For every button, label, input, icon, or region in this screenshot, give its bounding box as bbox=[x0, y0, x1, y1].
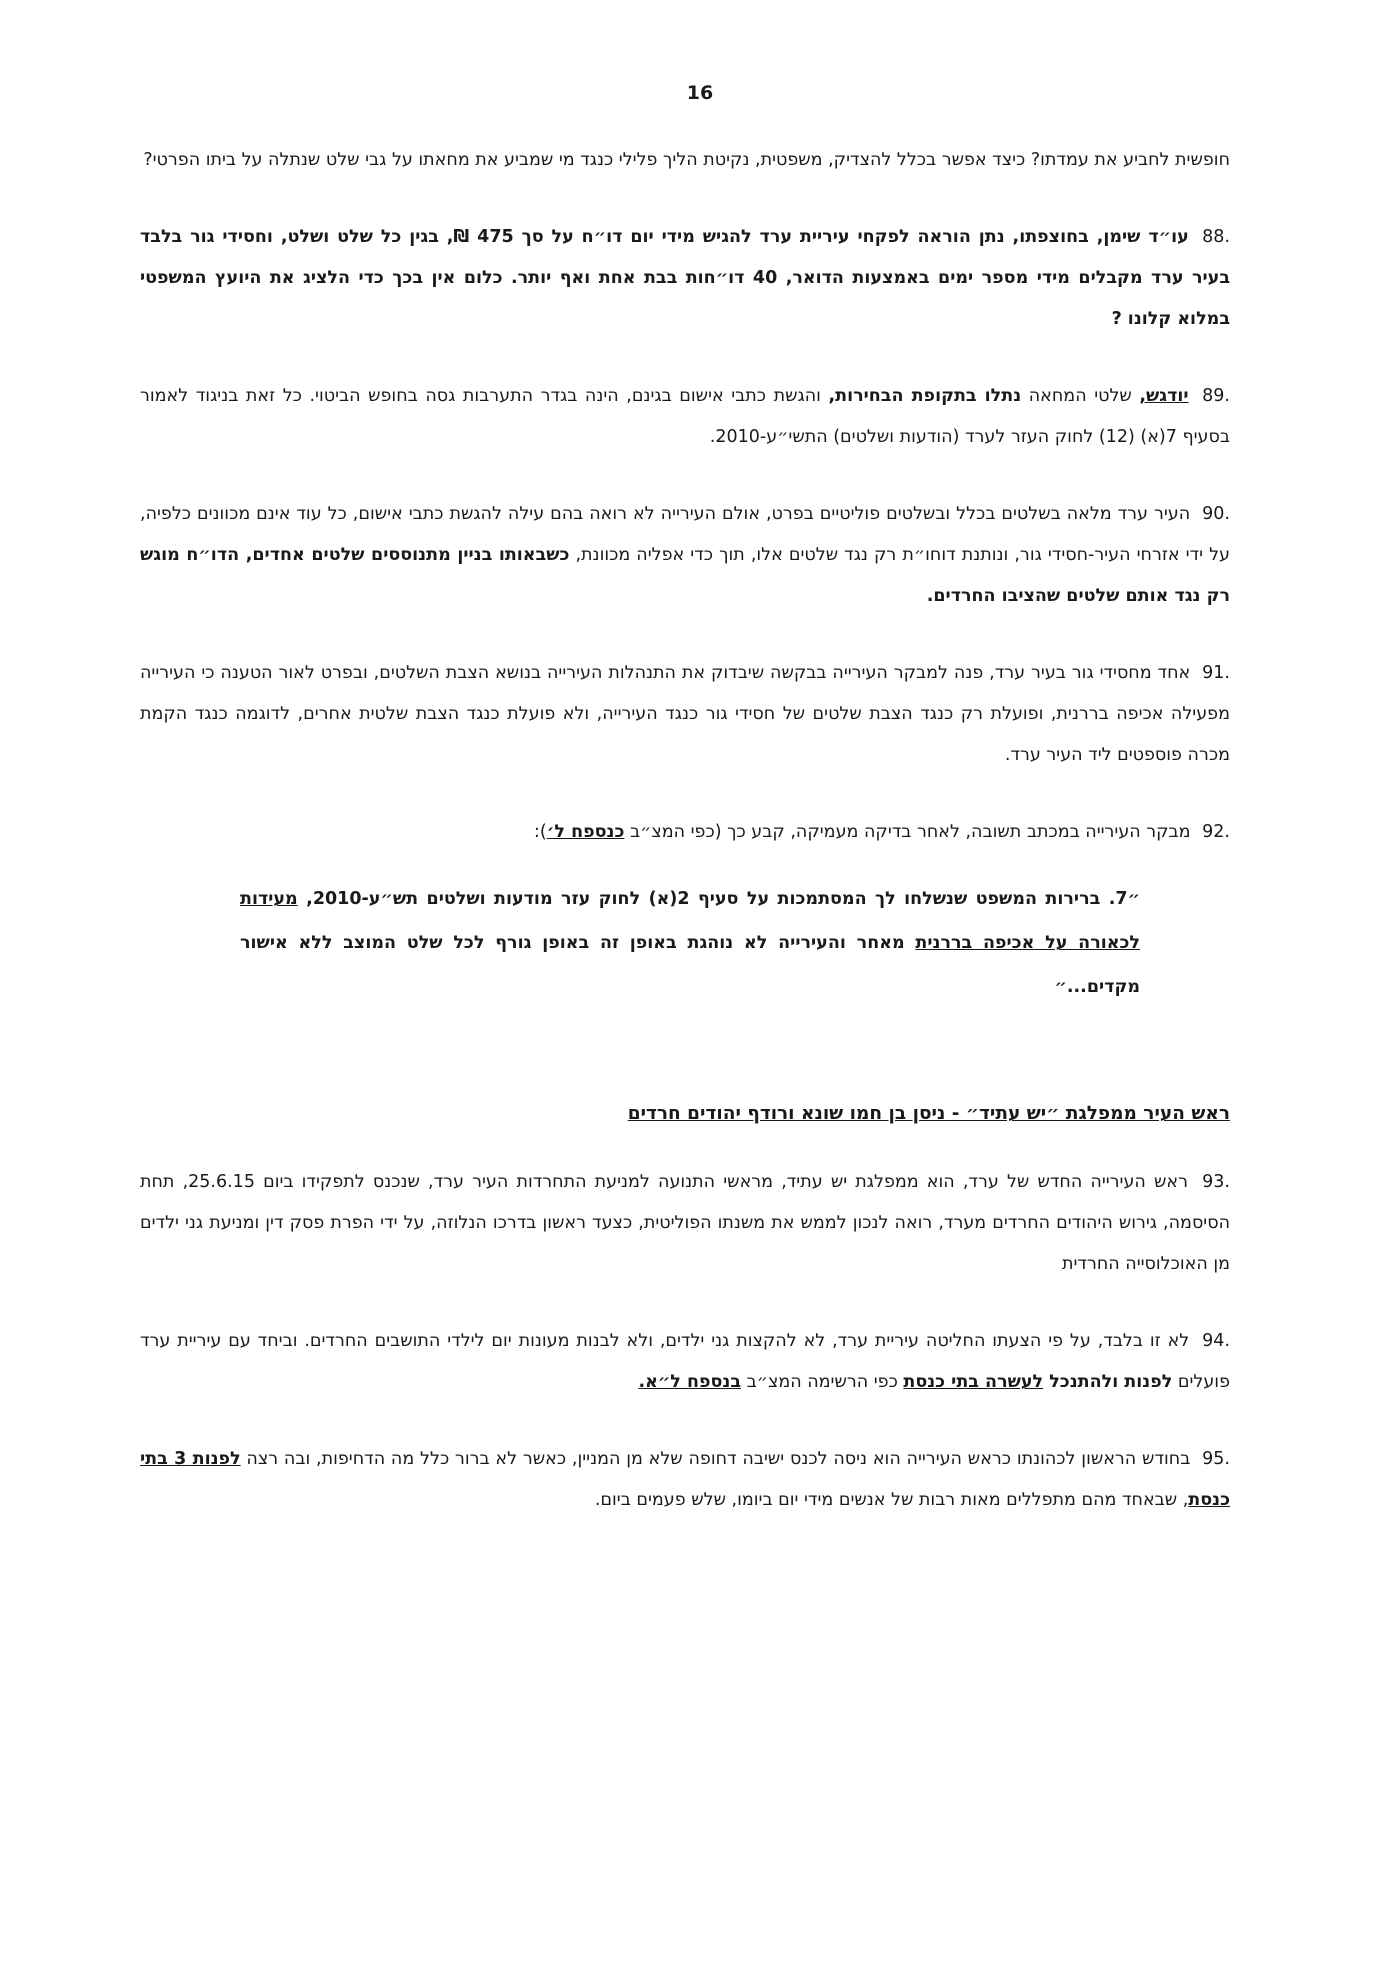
paragraph-text: ): bbox=[533, 822, 547, 842]
paragraph-number: .92 bbox=[1202, 822, 1230, 842]
paragraph-text: כפי הרשימה המצ״ב bbox=[741, 1372, 904, 1392]
paragraph-89 bbox=[140, 376, 1230, 458]
block-quote bbox=[240, 877, 1140, 1009]
paragraph-number: .88 bbox=[1202, 227, 1230, 247]
paragraph-text: לא זו בלבד, על פי הצעתו החליטה עיריית ערד, לא להקצות גני ילדים, ולא לבנות מעונות יום לילדי התושבים החרדים. וביחד עם עיריית ערד פועלים bbox=[140, 1331, 1230, 1392]
paragraph-91 bbox=[140, 653, 1230, 776]
emphasis-text: כשבאותו בניין מתנוססים שלטים אחדים, הדו״ח מוגש רק נגד אותם שלטים שהציבו החרדים. bbox=[140, 545, 1230, 606]
paragraph-88 bbox=[140, 217, 1230, 340]
paragraph-90 bbox=[140, 494, 1230, 617]
paragraph-text: שלטי המחאה bbox=[1021, 386, 1140, 406]
paragraph-text: ראש העירייה החדש של ערד, הוא ממפלגת יש עתיד, מראשי התנועה למניעת התחרדות העיר ערד, שנכנס לתפקידו ביום 25.6.15, תחת הסיסמה, גירוש היהודים החרדים מערד, רואה לנכון לממש את משנתו הפוליטית, כצעד ראשון בדרכו הנלוזה, על ידי הפרת פסק דין ומניעת גני ילדים מן האוכלוסייה החרדית bbox=[140, 1172, 1230, 1274]
quote-text: מאחר והעירייה לא נוהגת באופן זה באופן גורף לכל שלט המוצב ללא אישור מקדים...״ bbox=[240, 933, 1140, 997]
paragraph-text: מבקר העירייה במכתב תשובה, לאחר בדיקה מעמיקה, קבע כך (כפי המצ״ב bbox=[624, 822, 1191, 842]
paragraph-93 bbox=[140, 1162, 1230, 1285]
paragraph-number: .94 bbox=[1202, 1331, 1230, 1351]
paragraph-text: עו״ד שימן, בחוצפתו, נתן הוראה לפקחי עיריית ערד להגיש מידי יום דו״ח על סך 475 ₪, בגין כל שלט ושלט, וחסידי גור בלבד בעיר ערד מקבלים מידי מספר ימים באמצעות הדואר, 40 דו״חות בבת אחת ואף יותר. כלום אין בכך כדי הלציג את היועץ המשפטי במלוא קלונו ? bbox=[140, 227, 1230, 329]
emphasis-text: לעשרה בתי כנסת bbox=[903, 1372, 1044, 1392]
emphasis-text: לפנות ולהתנכל bbox=[1043, 1372, 1173, 1392]
paragraph-text: בחודש הראשון לכהונתו כראש העירייה הוא ניסה לכנס ישיבה דחופה שלא מן המניין, כאשר לא ברור כלל מה הדחיפות, ובה רצה bbox=[240, 1449, 1191, 1469]
intro-paragraph bbox=[140, 140, 1230, 181]
emphasis-text: יודגש, bbox=[1139, 386, 1189, 406]
paragraph-number: .95 bbox=[1202, 1449, 1230, 1469]
paragraph-number: .91 bbox=[1202, 663, 1230, 683]
section-heading: ראש העיר ממפלגת ״יש עתיד״ - ניסן בן חמו שונא ורודף יהודים חרדים bbox=[627, 1103, 1230, 1124]
page-number: 16 bbox=[686, 82, 714, 104]
paragraph-text: , שבאחד מהם מתפללים מאות רבות של אנשים מידי יום ביומו, שלש פעמים ביום. bbox=[594, 1490, 1189, 1510]
paragraph-number: .93 bbox=[1202, 1172, 1230, 1192]
paragraph-95 bbox=[140, 1439, 1230, 1521]
paragraph-text: אחד מחסידי גור בעיר ערד, פנה למבקר העירייה בבקשה שיבדוק את התנהלות העירייה בנושא הצבת השלטים, ובפרט לאור הטענה כי העירייה מפעילה אכיפה בררנית, ופועלת רק כנגד הצבת שלטים של חסידי גור כנגד העירייה, ולא פועלת כנגד הצבת שלטית אחרים, לדוגמה כנגד הקמת מכרה פוספטים ליד העיר ערד. bbox=[140, 663, 1230, 765]
emphasis-text: לפנות 3 בתי כנסת bbox=[140, 1449, 1230, 1510]
paragraph-text: העיר ערד מלאה בשלטים בכלל ובשלטים פוליטיים בפרט, אולם העירייה לא רואה בהם עילה להגשת כתבי אישום, כל עוד אינם מכוונים כלפיה, על ידי אזרחי העיר-חסידי גור, ונותנת דוחו״ת רק נגד שלטים אלו, תוך כדי אפליה מכוונת, bbox=[140, 504, 1231, 565]
paragraph-number: .90 bbox=[1202, 504, 1230, 524]
quote-emphasis: מעידות לכאורה על אכיפה בררנית bbox=[240, 889, 1140, 953]
emphasis-text: נתלו בתקופת הבחירות, bbox=[828, 386, 1022, 406]
paragraph-text: והגשת כתבי אישום בגינם, הינה בגדר התערבות גסה בחופש הביטוי. כל זאת בניגוד לאמור בסעיף 7(א) (12) לחוק העזר לערד (הודעות ושלטים) התשי״ע-2010. bbox=[140, 386, 1230, 447]
paragraph-number: .89 bbox=[1202, 386, 1230, 406]
paragraph-92 bbox=[140, 812, 1230, 853]
quote-text: ״7. ברירות המשפט שנשלחו לך המסתמכות על סעיף 2(א) לחוק עזר מודעות ושלטים תש״ע-2010, bbox=[297, 889, 1140, 909]
appendix-reference: כנספח ל׳ bbox=[546, 822, 625, 842]
intro-text: חופשית לחביע את עמדתו? כיצד אפשר בכלל להצדיק, משפטית, נקיטת הליך פלילי כנגד מי שמביע את מחאתו על גבי שלט שנתלה על ביתו הפרטי? bbox=[143, 150, 1230, 170]
document-body bbox=[140, 140, 1230, 1557]
appendix-reference: בנספח ל״א. bbox=[638, 1372, 741, 1392]
paragraph-94 bbox=[140, 1321, 1230, 1403]
